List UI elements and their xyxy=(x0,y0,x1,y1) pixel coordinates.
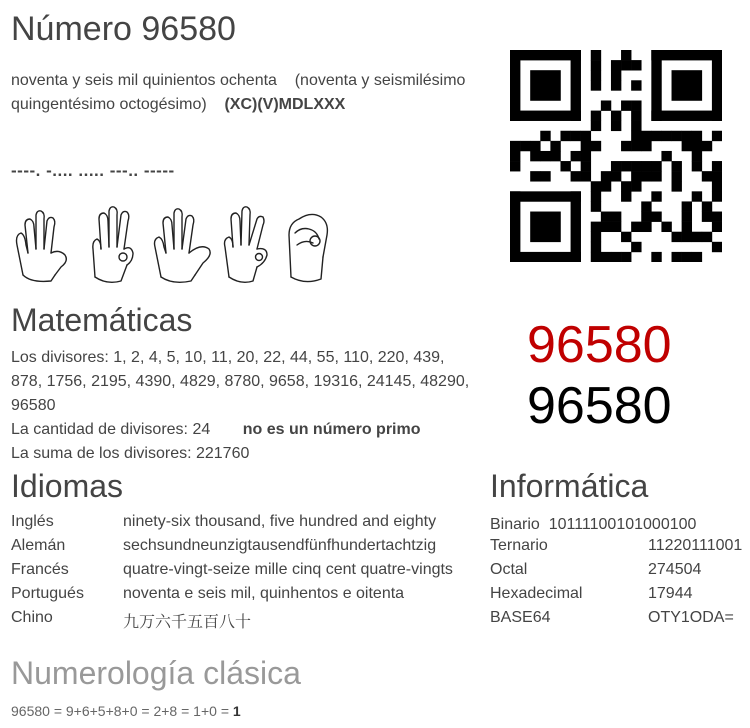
math-heading: Matemáticas xyxy=(11,302,193,338)
language-name: Inglés xyxy=(11,513,54,530)
binary-value: 10111100101000100 xyxy=(548,516,697,533)
informatica-heading: Informática xyxy=(490,468,649,504)
page-title: Número 96580 xyxy=(11,10,236,48)
number-display-black: 96580 xyxy=(527,377,672,435)
divisors-line-3: 96580 xyxy=(11,397,56,414)
divisor-count-row xyxy=(11,418,491,442)
morse-code: ----. -.... ..... ---.. ----- xyxy=(11,161,175,180)
informatica-label: Octal xyxy=(490,561,528,578)
informatica-label: BASE64 xyxy=(490,609,551,626)
informatica-row xyxy=(490,609,742,633)
informatica-table xyxy=(490,537,742,633)
binary-label: Binario xyxy=(490,516,540,533)
divisors-line-1: Los divisores: 1, 2, 4, 5, 10, 11, 20, 22, 44, 55, 110, 220, 439, xyxy=(11,349,445,366)
language-row xyxy=(11,585,453,609)
language-name: Chino xyxy=(11,609,53,626)
language-row xyxy=(11,609,453,633)
informatica-value: OTY1ODA= xyxy=(648,609,734,626)
informatica-value: 17944 xyxy=(648,585,693,602)
numerology-formula: 96580 = 9+6+5+8+0 = 2+8 = 1+0 = xyxy=(11,703,233,719)
numerology-result: 1 xyxy=(232,703,241,719)
language-value: 九万六千五百八十 xyxy=(123,614,252,631)
language-row xyxy=(11,513,453,537)
sign-language-hands-icon xyxy=(11,205,331,285)
roman-numeral: (XC)(V)MDLXXX xyxy=(224,96,346,113)
language-row xyxy=(11,537,453,561)
languages-table xyxy=(11,513,453,633)
numerology-formula-row xyxy=(11,703,241,719)
prime-status: no es un número primo xyxy=(242,421,421,438)
informatica-label: Hexadecimal xyxy=(490,585,583,602)
binary-row xyxy=(490,513,696,537)
number-words xyxy=(11,69,481,117)
language-value: quatre-vingt-seize mille cinq cent quatre-vingts xyxy=(123,561,453,578)
numerology-heading: Numerología clásica xyxy=(11,655,301,691)
divisor-sum: La suma de los divisores: 221760 xyxy=(11,445,250,462)
language-value: ninety-six thousand, five hundred and eighty xyxy=(123,513,437,530)
divisor-count: La cantidad de divisores: 24 xyxy=(11,421,211,438)
language-row xyxy=(11,561,453,585)
language-value: noventa e seis mil, quinhentos e oitenta xyxy=(123,585,405,602)
informatica-value: 11220111001 xyxy=(648,537,743,554)
number-display-red: 96580 xyxy=(527,316,672,374)
language-name: Alemán xyxy=(11,537,66,554)
languages-heading: Idiomas xyxy=(11,468,124,504)
informatica-row xyxy=(490,537,742,561)
language-name: Francés xyxy=(11,561,69,578)
informatica-value: 274504 xyxy=(648,561,702,578)
language-name: Portugués xyxy=(11,585,84,602)
informatica-row xyxy=(490,561,742,585)
divisors-line-2: 878, 1756, 2195, 4390, 4829, 8780, 9658, 19316, 24145, 48290, xyxy=(11,373,470,390)
language-value: sechsundneunzigtausendfünfhundertachtzig xyxy=(123,537,437,554)
qr-code-icon xyxy=(510,50,722,262)
cardinal-words: noventa y seis mil quinientos ochenta xyxy=(11,72,277,89)
ordinal-words-1: (noventa y seismilésimo xyxy=(294,72,466,89)
informatica-row xyxy=(490,585,742,609)
informatica-label: Ternario xyxy=(490,537,548,554)
divisors-list xyxy=(11,346,491,466)
ordinal-words-2: quingentésimo octogésimo) xyxy=(11,96,207,113)
